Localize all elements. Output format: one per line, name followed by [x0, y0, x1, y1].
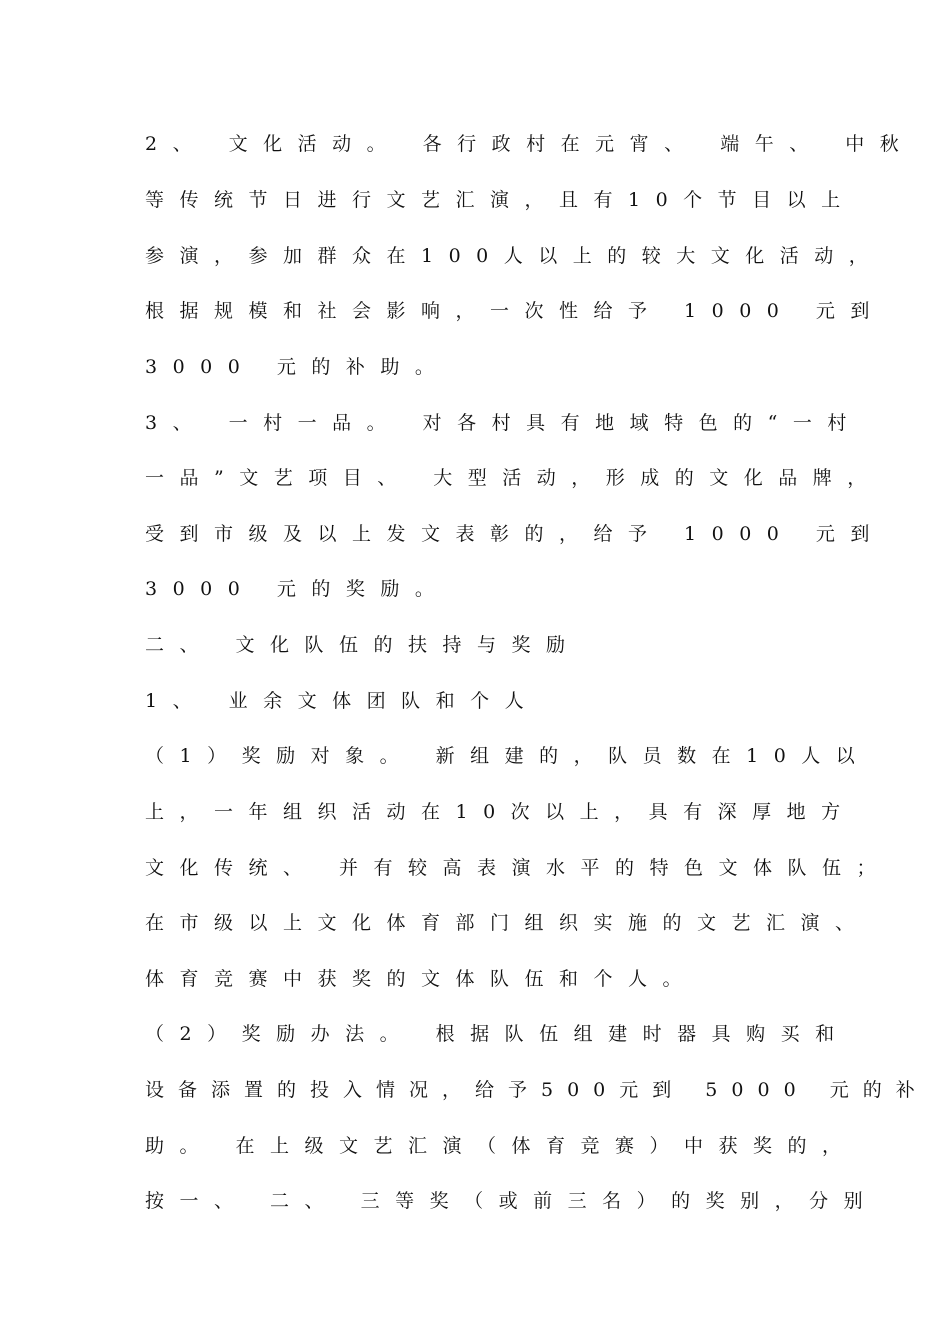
text-line: （1）奖励对象。 新组建的，队员数在10人以	[145, 745, 871, 767]
text-line: 受到市级及以上发文表彰的，给予 1000 元到	[145, 523, 885, 545]
subsection-heading: 1、 业余文体团队和个人	[145, 690, 540, 712]
text-line: 助。 在上级文艺汇演（体育竞赛）中获奖的，	[145, 1135, 857, 1157]
text-line: 一品”文艺项目、 大型活动，形成的文化品牌，	[145, 467, 882, 489]
text-line: 文化传统、 并有较高表演水平的特色文体队伍；	[145, 857, 892, 879]
text-line: 设备添置的投入情况，给予500元到 5000 元的补	[145, 1079, 929, 1101]
text-line: 体育竞赛中获奖的文体队伍和个人。	[145, 968, 698, 990]
text-line: （2）奖励办法。 根据队伍组建时器具购买和	[145, 1023, 850, 1045]
text-line: 根据规模和社会影响，一次性给予 1000 元到	[145, 300, 885, 322]
text-line: 3、 一村一品。 对各村具有地域特色的“一村	[145, 412, 862, 434]
text-line: 等传统节日进行文艺汇演，且有10个节目以上	[145, 189, 856, 211]
text-line: 按一、 二、 三等奖（或前三名）的奖别，分别	[145, 1190, 879, 1212]
text-line: 上，一年组织活动在10次以上，具有深厚地方	[145, 801, 856, 823]
section-heading: 二、 文化队伍的扶持与奖励	[145, 634, 581, 656]
text-line: 在市级以上文化体育部门组织实施的文艺汇演、	[145, 912, 870, 934]
text-line: 3000 元的奖励。	[145, 578, 450, 600]
text-line: 参演，参加群众在100人以上的较大文化活动，	[145, 245, 884, 267]
text-line: 3000 元的补助。	[145, 356, 450, 378]
text-line: 2、 文化活动。 各行政村在元宵、 端午、 中秋	[145, 133, 915, 155]
